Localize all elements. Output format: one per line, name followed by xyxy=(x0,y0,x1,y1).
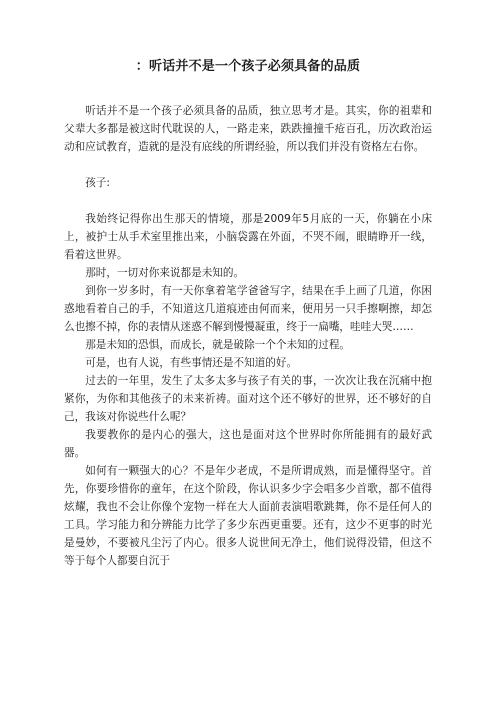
intro-paragraph: 听话并不是一个孩子必须具备的品质，独立思考才是。其实，你的祖辈和父辈大多都是被这时代耽误的人，一路走来，跌跌撞撞千疮百孔，历次政治运动和应试教育，造就的是没有底线的所谓经验，所以我们并没有资格左右你。 xyxy=(64,105,432,153)
document-title: ：听话并不是一个孩子必须具备的品质 xyxy=(135,59,361,74)
body-paragraph: 我要教你的是内心的强大，这也是面对这个世界时你所能拥有的最好武器。 xyxy=(64,429,432,459)
body-paragraph: 到你一岁多时，有一天你拿着笔学爸爸写字，结果在手上画了几道，你困惑地看着自己的手，不知道这几道痕迹由何而来，便用另一只手擦啊擦，却怎么也擦不掉，你的表情从迷惑不解到慢慢凝重，终于一扁嘴，哇哇大哭…… xyxy=(64,285,432,333)
document-page xyxy=(64,58,432,570)
body-paragraph: 那是未知的恐惧，而成长，就是破除一个个未知的过程。 xyxy=(85,339,351,351)
body-paragraph: 过去的一年里，发生了太多太多与孩子有关的事，一次次让我在沉痛中抱紧你，为你和其他孩子的未来祈祷。面对这个还不够好的世界，还不够好的自己，我该对你说些什么呢？ xyxy=(64,375,432,423)
body-paragraph: 那时，一切对你来说都是未知的。 xyxy=(85,267,245,279)
body-paragraph: 可是，也有人说，有些事情还是不知道的好。 xyxy=(85,357,298,369)
body-paragraph: 我始终记得你出生那天的情境，那是2009年5月底的一天，你躺在小床上，被护士从手术室里推出来，小脑袋露在外面，不哭不闹，眼睛睁开一线，看着这世界。 xyxy=(64,213,432,261)
greeting-line: 孩子: xyxy=(85,177,110,189)
body-paragraph: 如何有一颗强大的心？不是年少老成，不是所谓成熟，而是懂得坚守。首先，你要珍惜你的童年，在这个阶段，你认识多少字会唱多少首歌，都不值得炫耀，我也不会让你像个宠物一样在大人面前表演唱歌跳舞，你不是任何人的工具。学习能力和分辨能力比学了多少东西更重要。还有，这少不更事的时光是曼妙，不要被凡尘污了内心。很多人说世间无净土，他们说得没错，但这不等于每个人都要自沉于 xyxy=(64,465,432,567)
